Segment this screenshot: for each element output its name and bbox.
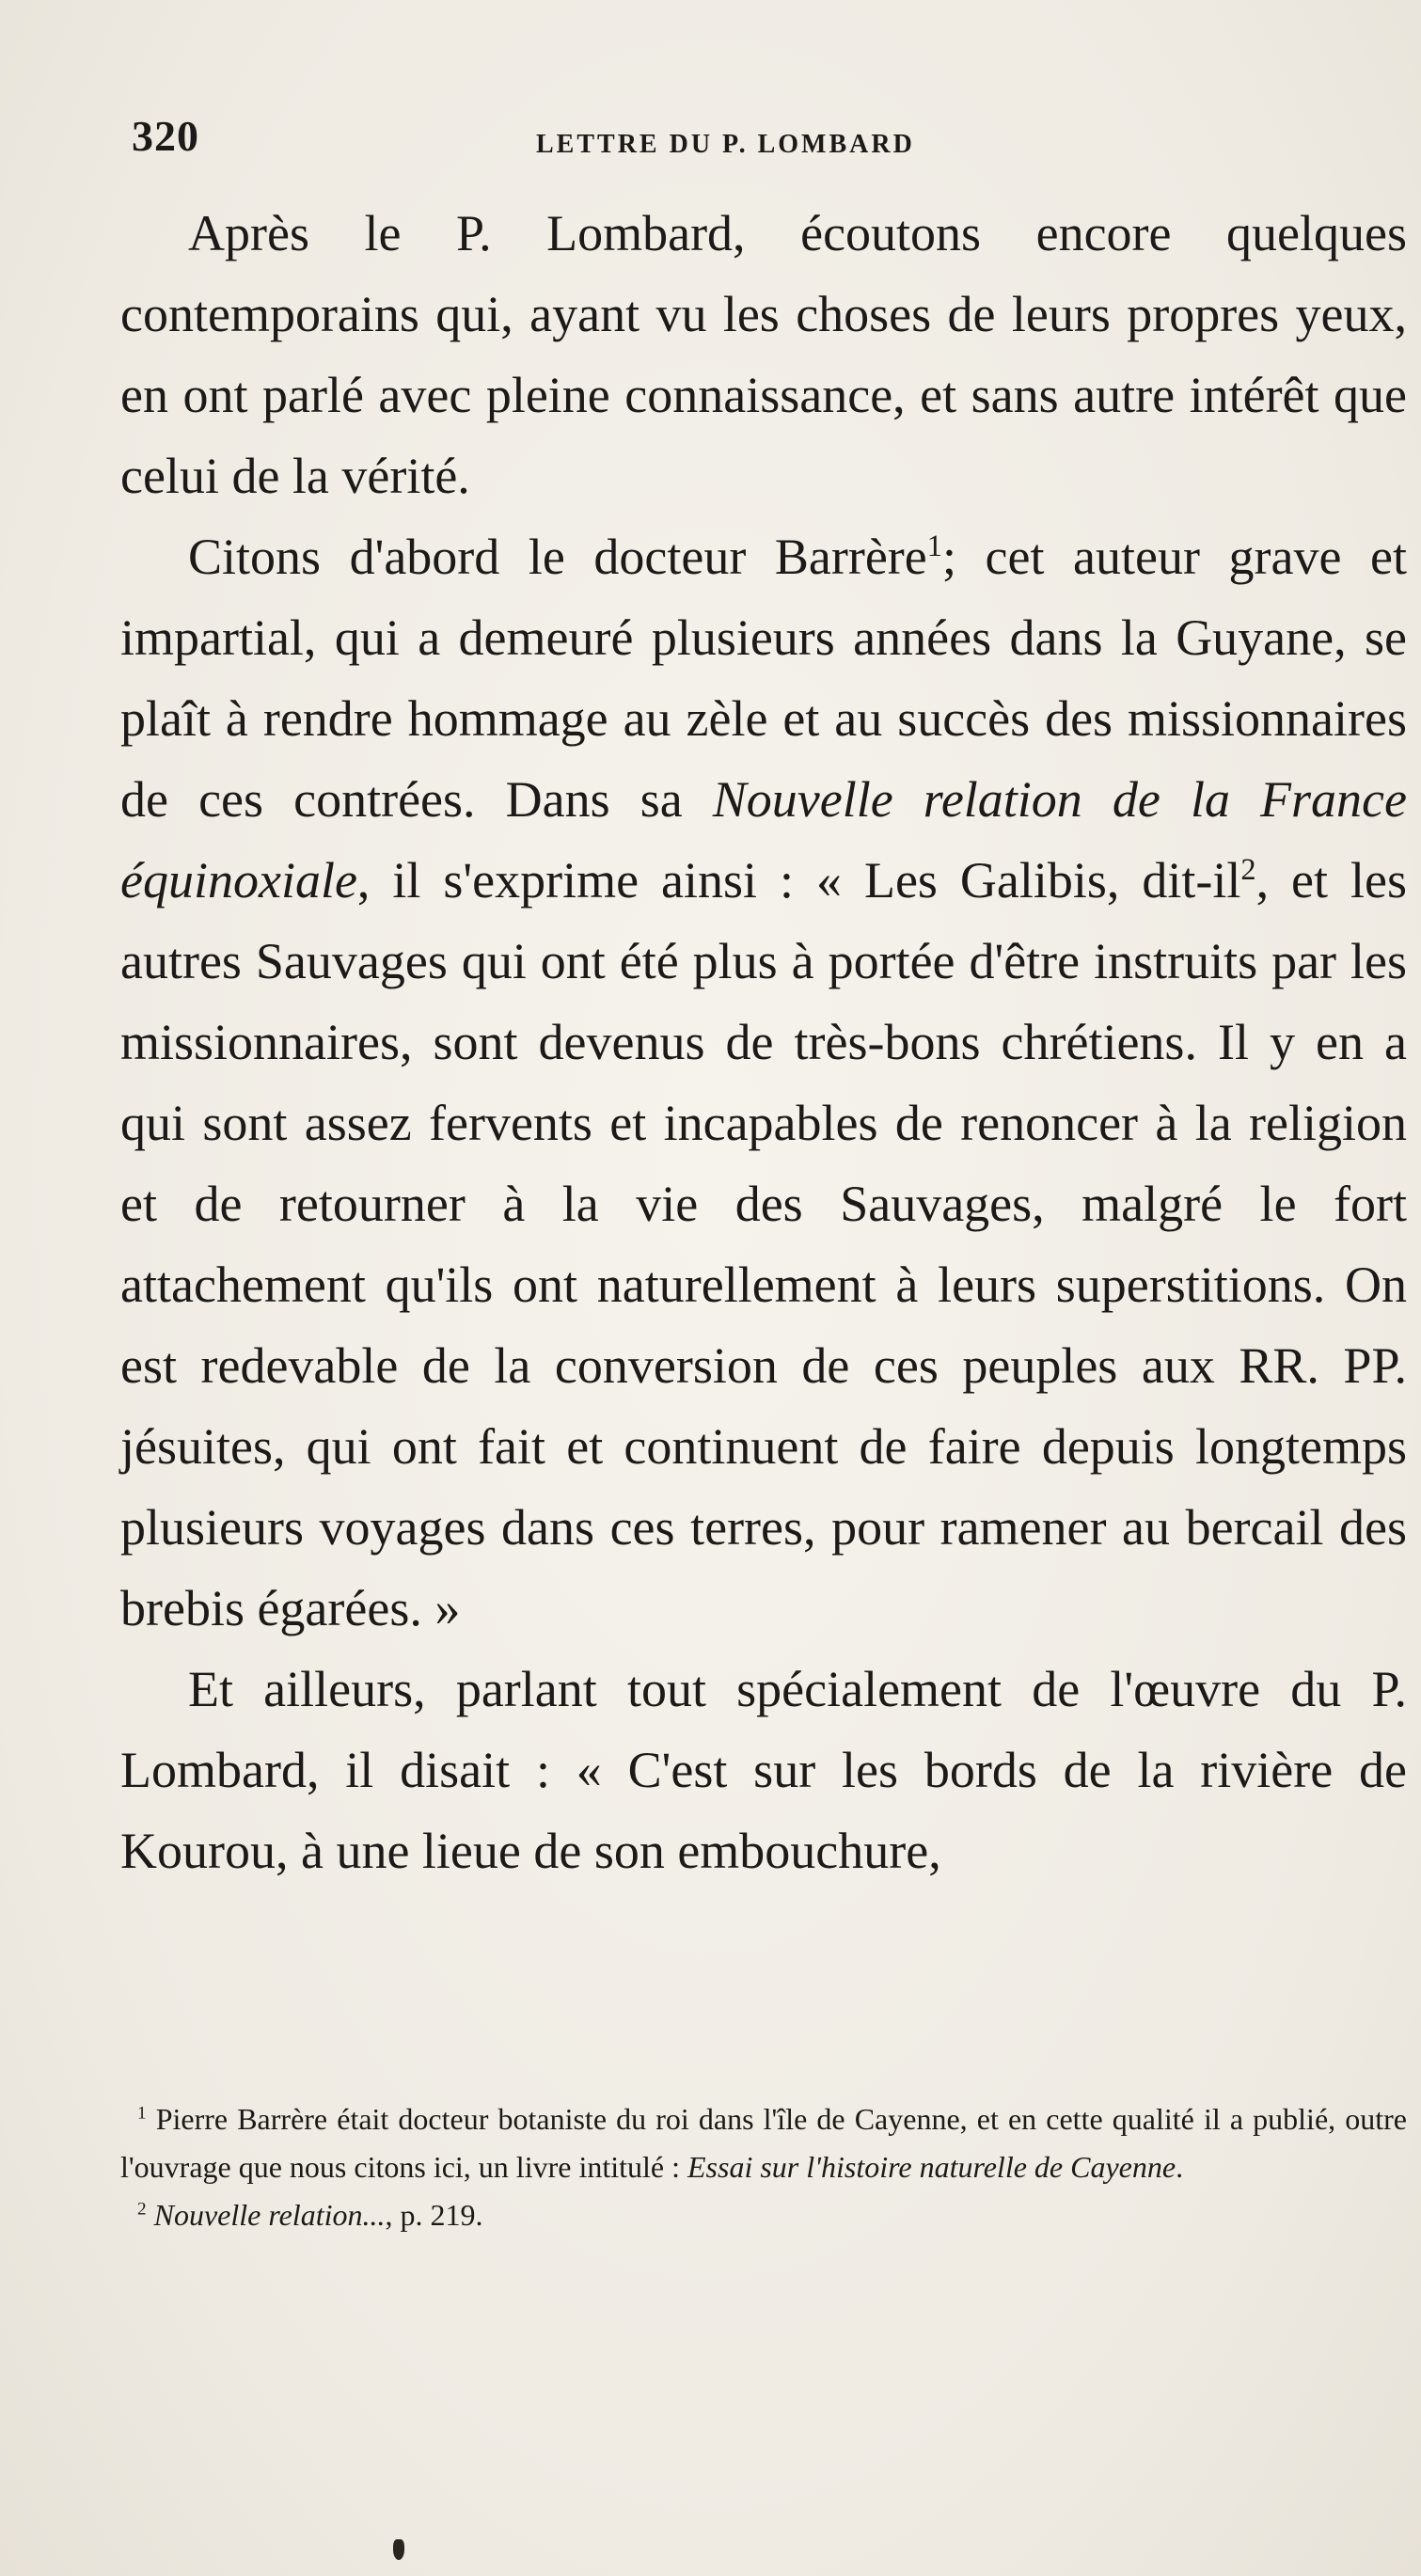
footnote-2-text-b: , p. 219. [385, 2198, 483, 2232]
paragraph-2-part-a: Citons d'abord le docteur Barrère [188, 529, 927, 585]
footnote-1-text-b: . [1176, 2150, 1184, 2184]
footnote-2 [120, 2191, 1407, 2239]
footnote-1-title: Essai sur l'histoire naturelle de Cayenne [687, 2150, 1176, 2184]
page-header [132, 111, 1421, 167]
footnote-1 [120, 2095, 1407, 2191]
paragraph-2-part-b: ; cet auteur grave et impartial, qui a demeuré plusieurs années dans la Guyane, se plaît à rendre hommage au zèle et au succès des missionnaires de ces contrées. Dans sa [120, 529, 1407, 828]
paragraph-1: Après le P. Lombard, écoutons encore quelques contemporains qui, ayant vu les choses de leurs propres yeux, en ont parlé avec pleine connaissance, et sans autre intérêt que celui de la vérité. [120, 205, 1407, 504]
paragraph-2-part-c: , il s'exprime ainsi : « Les Galibis, dit-il [356, 852, 1241, 909]
body-text [120, 193, 1407, 1891]
paragraph-2-part-d: , et les autres Sauvages qui ont été plus à portée d'être instruits par les missionnaires, sont devenus de très-bons chrétiens. Il y en a qui sont assez fervents et incapables de renoncer à la religion et de retourner à la vie des Sauvages, malgré le fort attachement qu'ils ont naturellement à leurs superstitions. On est redevable de la conversion de ces peuples aux RR. PP. jésuites, qui ont fait et continuent de faire depuis longtemps plusieurs voyages dans ces terres, pour ramener au bercail des brebis égarées. » [120, 852, 1407, 1636]
ink-mark [393, 2539, 404, 2560]
footnote-1-mark: 1 [137, 2103, 147, 2124]
cited-title: Nouvelle relation de la France équinoxiale [120, 771, 1407, 909]
footnote-2-title: Nouvelle relation... [153, 2198, 386, 2232]
footnote-1-text-a: Pierre Barrère était docteur botaniste du roi dans l'île de Cayenne, et en cette qualité il a publié, outre l'ouvrage que nous citons ici, un livre intitulé : [120, 2102, 1408, 2184]
footnote-ref-2: 2 [1240, 853, 1256, 887]
footnotes [120, 2095, 1407, 2239]
page-number: 320 [132, 112, 199, 160]
footnote-2-mark: 2 [137, 2199, 147, 2220]
footnote-ref-1: 1 [926, 529, 942, 563]
running-head: LETTRE DU P. LOMBARD [536, 130, 915, 159]
paragraph-2 [120, 516, 1407, 1649]
paragraph-3: Et ailleurs, parlant tout spécialement de l'œuvre du P. Lombard, il disait : « C'est sur les bords de la rivière de Kourou, à une lieue de son embouchure, [120, 1661, 1407, 1879]
